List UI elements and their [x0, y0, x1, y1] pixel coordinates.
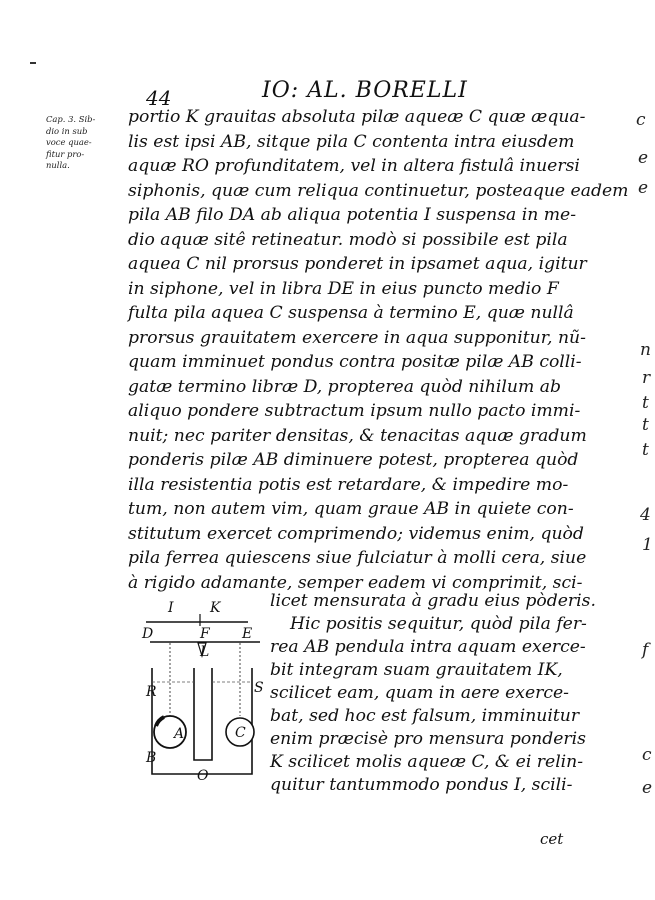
- text-line: aquea C nil prorsus ponderet in ipsamet aqua, igitur: [128, 254, 587, 274]
- facing-page-fragment: n: [640, 340, 651, 360]
- margin-note-line: dio in sub: [46, 125, 88, 136]
- margin-note-line: nulla.: [46, 160, 70, 170]
- siphon-divider: [194, 668, 212, 760]
- label-B: B: [146, 750, 157, 766]
- facing-page-fragment: 4: [640, 505, 651, 525]
- facing-page-fragment: e: [638, 178, 649, 198]
- facing-page-fragment: c: [642, 745, 652, 765]
- label-S: S: [254, 680, 264, 696]
- text-line: tum, non autem vim, quam graue AB in quiete con-: [128, 499, 574, 519]
- text-line: dio aquæ sitê retineatur. modò si possibile est pila: [128, 229, 568, 250]
- page-number: 44: [146, 86, 172, 110]
- text-line: rea AB pendula intra aquam exerce-: [270, 637, 586, 657]
- facing-page-fragment: t: [642, 440, 649, 460]
- label-D: D: [142, 626, 154, 642]
- text-line: stitutum exercet comprimendo; videmus enim, quòd: [128, 523, 584, 544]
- edge-mark: [30, 62, 36, 64]
- text-line: in siphone, vel in libra DE in eius puncto medio F: [128, 278, 559, 299]
- facing-page-fragment: c: [636, 110, 646, 130]
- facing-page-fragment: r: [642, 368, 651, 388]
- facing-page-fragment: e: [642, 778, 653, 798]
- margin-note-line: Cap. 3. Sib-: [46, 114, 96, 124]
- text-line: enim præcisè pro mensura ponderis: [270, 729, 586, 749]
- text-line: pila ferrea quiescens siue fulciatur à molli cera, siue: [128, 548, 587, 568]
- text-line: portio K grauitas absoluta pilæ aqueæ C quæ æqua-: [128, 107, 586, 127]
- text-line: K scilicet molis aqueæ C, & ei relin-: [270, 752, 584, 772]
- label-I: I: [168, 600, 174, 616]
- label-O: O: [197, 768, 209, 784]
- text-line: licet mensurata à gradu eius pòderis.: [270, 591, 596, 611]
- label-A: A: [174, 726, 185, 742]
- text-line: illa resistentia potis est retardare, & impedire mo-: [128, 474, 569, 495]
- label-K: K: [210, 600, 221, 616]
- facing-page-fragment: 1: [642, 535, 653, 555]
- text-line: Hic positis sequitur, quòd pila fer-: [290, 614, 587, 634]
- text-line: siphonis, quæ cum reliqua continuetur, posteaque eadem: [128, 180, 629, 201]
- label-C: C: [235, 725, 246, 741]
- catchword: cet: [540, 830, 564, 848]
- text-line: bit integram suam grauitatem IK,: [270, 660, 563, 680]
- text-line: bat, sed hoc est falsum, imminuitur: [270, 706, 580, 726]
- label-F: F: [200, 626, 210, 642]
- text-line: lis est ipsi AB, sitque pila C contenta intra eiusdem: [128, 131, 575, 152]
- label-L: L: [200, 644, 210, 660]
- facing-page-fragment: t: [642, 393, 649, 413]
- text-line: quam imminuet pondus contra positæ pilæ AB colli-: [128, 352, 582, 372]
- margin-note: [46, 114, 126, 172]
- margin-note-line: voce quae-: [46, 137, 92, 147]
- facing-page-fragment: t: [642, 415, 649, 435]
- running-title: IO: AL. BORELLI: [262, 78, 468, 103]
- text-line: scilicet eam, quam in aere exerce-: [270, 683, 569, 703]
- label-R: R: [146, 684, 157, 700]
- facing-page-fragment: f: [642, 640, 649, 660]
- text-line: prorsus grauitatem exercere in aqua supponitur, nũ-: [128, 327, 586, 348]
- label-E: E: [242, 626, 253, 642]
- facing-page-fragment: e: [638, 148, 649, 168]
- text-line: gatæ termino libræ D, propterea quòd nihilum ab: [128, 376, 562, 397]
- text-line: aliquo pondere subtractum ipsum nullo pacto immi-: [128, 401, 581, 421]
- text-line: pila AB filo DA ab aliqua potentia I suspensa in me-: [128, 205, 577, 225]
- text-line: nuit; nec pariter densitas, & tenacitas aquæ gradum: [128, 425, 587, 446]
- siphon-balance-figure: [140, 596, 274, 788]
- text-line: quitur tantummodo pondus I, scili-: [270, 775, 573, 795]
- text-line: ponderis pilæ AB diminuere potest, propterea quòd: [128, 450, 579, 470]
- text-line: à rigido adamante, semper eadem vi comprimit, sci-: [128, 572, 583, 593]
- margin-note-line: fitur pro-: [46, 148, 85, 159]
- text-line: aquæ RO profunditatem, vel in altera fistulâ inuersi: [128, 156, 580, 176]
- text-line: fulta pila aquea C suspensa à termino E, quæ nullâ: [128, 303, 574, 323]
